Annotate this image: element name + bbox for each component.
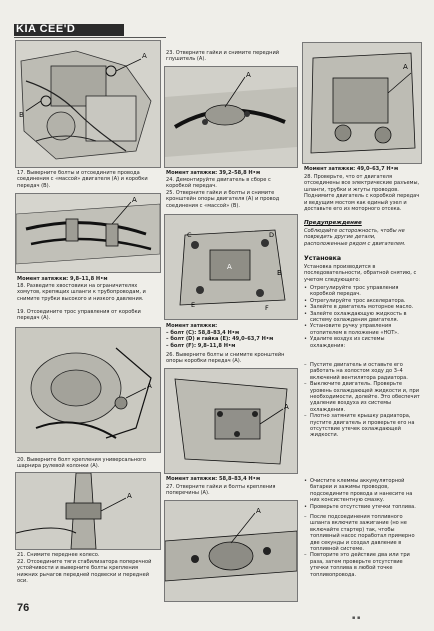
svg-text:D: D <box>269 231 275 239</box>
list-item: • Залейте охлаждающую жидкость в систему охлаждения двигателя. <box>304 311 420 324</box>
shift-cable-illustration <box>16 328 160 452</box>
caption-21: 21. Снимите переднее колесо. <box>17 552 100 558</box>
torque-line: – болт (С): 58,8–83,4 Н•м <box>166 330 240 336</box>
caption-18: 18. Разведите хвостовики на ограничителях хомутов, крепящих шланги к трубопроводам, и снимите трубки высокого и низкого давления. <box>17 283 146 302</box>
torque-value-2: 39,2–58,8 Н•м <box>218 170 261 176</box>
torque-value-4: 58,8–83,4 Н•м <box>218 476 261 482</box>
svg-text:A: A <box>142 52 147 60</box>
svg-text:A: A <box>127 492 132 500</box>
svg-text:F: F <box>265 304 269 312</box>
torque-label-4-text: Момент затяжки: <box>166 476 218 482</box>
warning-title: Предупреждение <box>304 220 362 226</box>
torque-label-4 <box>166 476 296 482</box>
svg-text:A: A <box>147 382 152 390</box>
torque-label-1 <box>17 276 159 282</box>
page-number: 76 <box>17 602 30 614</box>
svg-text:A: A <box>403 63 408 71</box>
steering-joint-illustration <box>16 473 160 549</box>
svg-text:B: B <box>19 111 24 119</box>
warning-text: Соблюдайте осторожность, чтобы не повредить другие детали, расположенные рядом с двигателем. <box>304 228 406 247</box>
list-item: – Плотно затяните крышку радиатора, пустите двигатель и проверьте его на отсутствие утечек охлаждающей жидкости. <box>304 413 420 439</box>
torque-label-2-text: Момент затяжки: <box>166 170 218 176</box>
engine-wiring-illustration <box>16 41 160 167</box>
install-title: Установка <box>304 255 342 262</box>
crossmember-illustration <box>165 501 297 601</box>
fuel-list <box>304 514 420 578</box>
caption-26: 26. Выверните болты и снимите кронштейн опоры коробки передач (А). <box>166 352 285 365</box>
caption-22: 22. Отсоедините тяги стабилизатора поперечной устойчивости и выверните болты крепления нижних рычагов передней подвески и передней оси. <box>17 559 152 585</box>
list-item: • Залейте в двигатель моторное масло. <box>304 304 420 310</box>
caption-17: 17. Выверните болты и отсоедините провода соединения с «массой» двигателя (А) и коробки передач (В). <box>17 170 148 189</box>
svg-text:A: A <box>284 403 289 411</box>
torque-label-5 <box>304 166 420 172</box>
svg-text:A: A <box>132 196 137 204</box>
transaxle-mount-illustration <box>165 369 297 473</box>
cooling-steps <box>304 362 420 439</box>
list-item: • Проверьте отсутствие утечки топлива. <box>304 504 420 510</box>
figure-19 <box>15 327 161 453</box>
list-item: • Отрегулируйте трос акселератора. <box>304 298 420 304</box>
svg-text:E: E <box>191 301 196 309</box>
figure-25 <box>164 214 298 320</box>
caption-23: 23. Отверните гайки и снимите передний глушитель (А). <box>166 50 280 63</box>
caption-19: 19. Отсоедините трос управления от коробки передач (А). <box>17 309 141 322</box>
header-rule <box>14 37 166 38</box>
caption-20: 20. Выверните болт крепления универсального шарнира рулевой колонки (А). <box>17 457 146 470</box>
figure-23 <box>164 66 298 168</box>
svg-text:A: A <box>246 71 251 79</box>
page-header <box>14 22 124 37</box>
torque-line: – болт (F): 9,8–11,8 Н•м <box>166 342 236 349</box>
torque-line: – болт (D) и гайка (E): 49,0–63,7 Н•м <box>166 336 274 343</box>
manual-title: KIA CEE'D <box>16 23 76 35</box>
fuel-steps <box>304 514 420 578</box>
more-list <box>304 478 420 510</box>
muffler-illustration <box>165 67 297 167</box>
engine-mount-illustration <box>165 215 297 319</box>
torque-label-5-text: Момент затяжки: <box>304 166 356 172</box>
list-item: • Установите ручку управления отопителем в положение «HOT». <box>304 323 420 336</box>
list-item: • Отрегулируйте трос управления коробкой передач. <box>304 285 420 298</box>
footer-mark: ▪ ▪ <box>352 615 361 621</box>
list-item: • Очистите клеммы аккумуляторной батареи и зажимы проводов, подсоедините провода и нанесите на них консистентную смазку. <box>304 478 420 504</box>
figure-18 <box>15 193 161 273</box>
list-item: – Повторите это действие два или три раза, затем проверьте отсутствие утечки топлива в любой точке топливопровода. <box>304 552 420 578</box>
figure-20 <box>15 472 161 550</box>
list-item: – После подсоединения топливного шланга включите зажигание (но не включайте стартер) так, чтобы топливный насос поработал примерно две секунды и создал давление в топливной системе. <box>304 514 420 552</box>
svg-text:C: C <box>187 231 192 239</box>
caption-25: 25. Отверните гайки и болты и снимите кронштейн опоры двигателя (А) и провод соединения с «массой» (В). <box>166 190 280 209</box>
caption-27: 27. Отверните гайки и болты крепления поперечины (А). <box>166 484 276 497</box>
list-item: • Удалите воздух из системы охлаждения: <box>304 336 420 349</box>
install-intro: Установка производится в последовательности, обратной снятию, с учетом следующего: <box>304 264 417 283</box>
torque-label-2 <box>166 170 296 176</box>
list-item: – Выключите двигатель. Проверьте уровень охлаждающей жидкости и, при необходимости, долейте. Это обеспечит удаление воздуха из системы охлаждения. <box>304 381 420 413</box>
hose-clamp-illustration <box>16 194 160 272</box>
caption-24: 24. Демонтируйте двигатель в сборе с коробкой передач. <box>166 177 271 190</box>
svg-text:A: A <box>256 507 261 515</box>
figure-27 <box>164 500 298 602</box>
svg-text:A: A <box>227 263 232 271</box>
cooling-list <box>304 362 420 439</box>
torque-value-5: 49,0–63,7 Н•м <box>356 166 399 172</box>
svg-text:B: B <box>277 269 282 277</box>
engine-lift-illustration <box>303 43 421 163</box>
torque-label-3: Момент затяжки: <box>166 323 218 329</box>
install-bullets <box>304 285 420 349</box>
figure-28 <box>302 42 422 164</box>
caption-28: 28. Проверьте, что от двигателя отсоединены все электрические разъемы, шланги, трубки и жгуты проводов. Поднимите двигатель с коробкой передач и ведущим мостом как единый узел и доставьте его из моторного отсека. <box>304 174 420 213</box>
figure-26 <box>164 368 298 474</box>
torque-list-3 <box>166 330 296 349</box>
list-item: – Пустите двигатель и оставьте его работать на холостом ходу до 3–4 включений вентилятора радиатора. <box>304 362 420 381</box>
torque-value-1: 9,8–11,8 Н•м <box>69 276 108 282</box>
install-list <box>304 285 420 349</box>
more-bullets <box>304 478 420 510</box>
figure-17 <box>15 40 161 168</box>
torque-label-1-text: Момент затяжки: <box>17 276 69 282</box>
